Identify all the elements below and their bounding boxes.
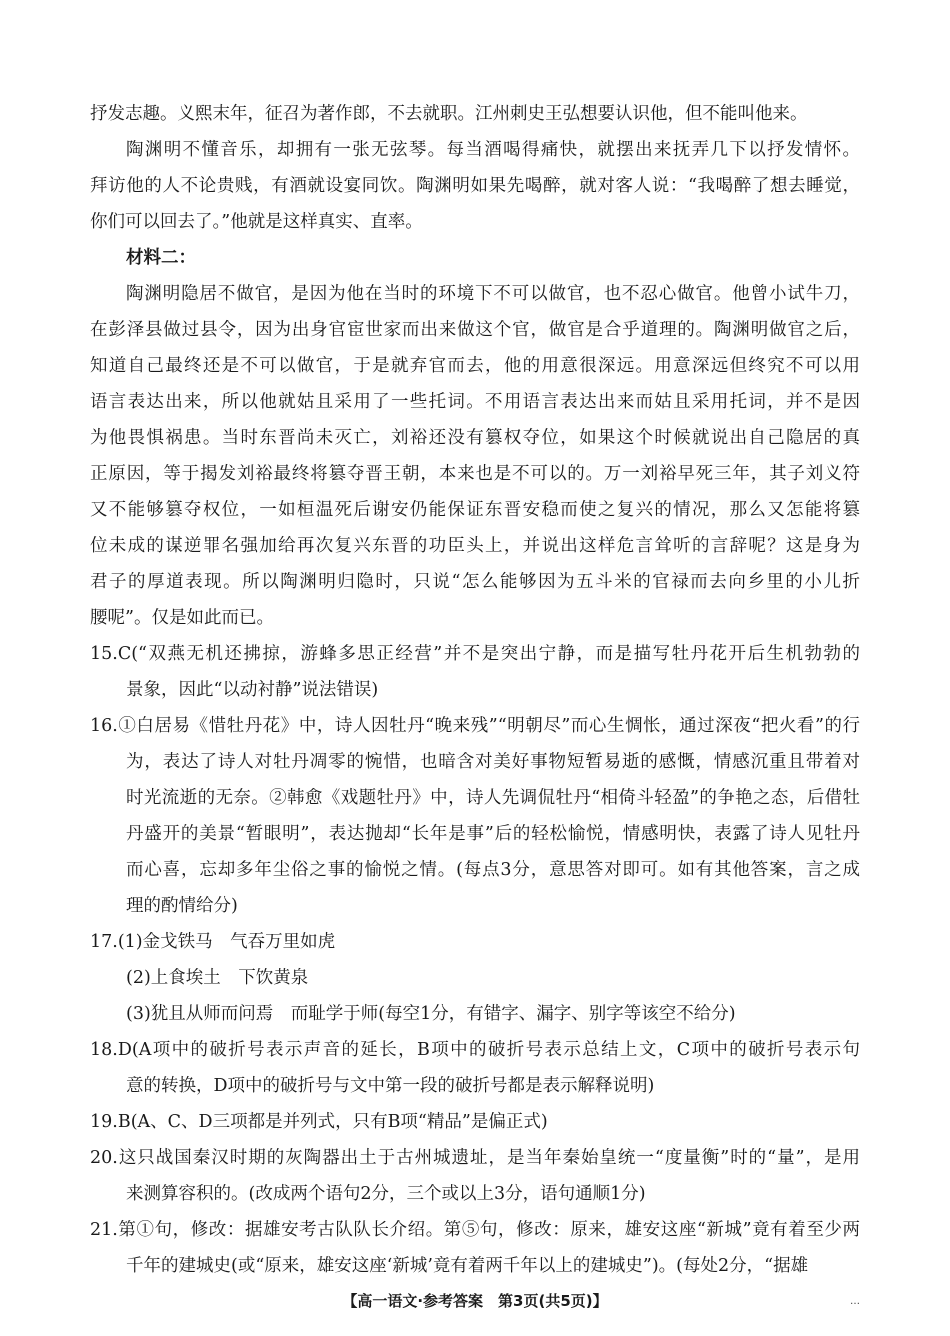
text-line: 正原因，等于揭发刘裕最终将篡夺晋王朝，本来也是不可以的。万一刘裕早死三年，其子刘义符 — [90, 464, 860, 484]
text-line: 知道自己最终还是不可以做官，于是就弃官而去，他的用意很深远。用意深远但终究不可以用 — [90, 356, 860, 376]
answer-17-3: (3)犹且从师而问焉 而耻学于师(每空1分，有错字、漏字、别字等该空不给分) — [126, 1004, 736, 1024]
answer-20-cont: 来测算容积的。(改成两个语句2分，三个或以上3分，语句通顺1分) — [126, 1184, 646, 1204]
text-line: 腰呢”。仅是如此而已。 — [90, 608, 274, 628]
text-line: 陶渊明不懂音乐，却拥有一张无弦琴。每当酒喝得痛快，就摆出来抚弄几下以抒发情怀。 — [126, 140, 860, 160]
answer-16-cont: 时光流逝的无奈。②韩愈《戏题牡丹》中，诗人先调侃牡丹“相倚斗轻盈”的争艳之态，后借牡 — [126, 788, 860, 808]
answer-20: 20.这只战国秦汉时期的灰陶器出土于古州城遗址，是当年秦始皇统一“度量衡”时的“量”，是用 — [90, 1148, 860, 1168]
answer-16-cont: 为，表达了诗人对牡丹凋零的惋惜，也暗含对美好事物短暂易逝的感慨，情感沉重且带着对 — [126, 752, 860, 772]
answer-21-cont: 千年的建城史(或“原来，雄安这座‘新城’竟有着两千年以上的建城史”)。(每处2分，“据雄 — [126, 1256, 809, 1276]
answer-17-2: (2)上食埃土 下饮黄泉 — [126, 968, 309, 988]
material-two-heading: 材料二： — [126, 248, 196, 268]
answer-16: 16.①白居易《惜牡丹花》中，诗人因牡丹“晚来残”“明朝尽”而心生惆怅，通过深夜“把火看”的行 — [90, 716, 860, 736]
answer-21: 21.第①句，修改：据雄安考古队队长介绍。第⑤句，修改：原来，雄安这座“新城”竟有着至少两 — [90, 1220, 860, 1240]
text-line: 又不能够篡夺权位，一如桓温死后谢安仍能保证东晋安稳而使之复兴的情况，那么又怎能将篡 — [90, 500, 860, 520]
answer-16-cont: 理的酌情给分) — [126, 896, 238, 916]
text-line: 语言表达出来，所以他就姑且采用了一些托词。不用语言表达出来而姑且采用托词，并不是因 — [90, 392, 860, 412]
answer-18: 18.D(A项中的破折号表示声音的延长，B项中的破折号表示总结上文，C项中的破折号表示句 — [90, 1040, 860, 1060]
text-line: 位未成的谋逆罪名强加给再次复兴东晋的功臣头上，并说出这样危言耸听的言辞呢？这是身为 — [90, 536, 860, 556]
answer-17-1: 17.(1)金戈铁马 气吞万里如虎 — [90, 932, 336, 952]
text-line: 拜访他的人不论贵贱，有酒就设宴同饮。陶渊明如果先喝醉，就对客人说：“我喝醉了想去睡觉， — [90, 176, 860, 196]
text-line: 在彭泽县做过县令，因为出身官宦世家而出来做这个官，做官是合乎道理的。陶渊明做官之后， — [90, 320, 860, 340]
text-line: 你们可以回去了。”他就是这样真实、直率。 — [90, 212, 423, 232]
page-footer: 【高一语文·参考答案 第3页(共5页)】 — [342, 1292, 608, 1310]
answer-19: 19.B(A、C、D三项都是并列式，只有B项“精品”是偏正式) — [90, 1112, 548, 1132]
text-line: 为他畏惧祸患。当时东晋尚未灭亡，刘裕还没有篡权夺位，如果这个时候就说出自己隐居的真 — [90, 428, 860, 448]
answer-15: 15.C(“双燕无机还拂掠，游蜂多思正经营”并不是突出宁静，而是描写牡丹花开后生机勃勃的 — [90, 644, 860, 664]
answer-18-cont: 意的转换，D项中的破折号与文中第一段的破折号都是表示解释说明) — [126, 1076, 655, 1096]
answer-16-cont: 而心喜，忘却多年尘俗之事的愉悦之情。(每点3分，意思答对即可。如有其他答案，言之成 — [126, 860, 860, 880]
text-line: 抒发志趣。义熙末年，征召为著作郎，不去就职。江州刺史王弘想要认识他，但不能叫他来。 — [90, 104, 808, 124]
answer-15-cont: 景象，因此“以动衬静”说法错误) — [126, 680, 379, 700]
text-line: 君子的厚道表现。所以陶渊明归隐时，只说“怎么能够因为五斗米的官禄而去向乡里的小儿折 — [90, 572, 860, 592]
answer-16-cont: 丹盛开的美景“暂眼明”，表达抛却“长年是事”后的轻松愉悦，情感明快，表露了诗人见牡丹 — [126, 824, 860, 844]
text-line: 陶渊明隐居不做官，是因为他在当时的环境下不可以做官，也不忍心做官。他曾小试牛刀， — [126, 284, 860, 304]
corner-mark: … — [850, 1296, 860, 1307]
